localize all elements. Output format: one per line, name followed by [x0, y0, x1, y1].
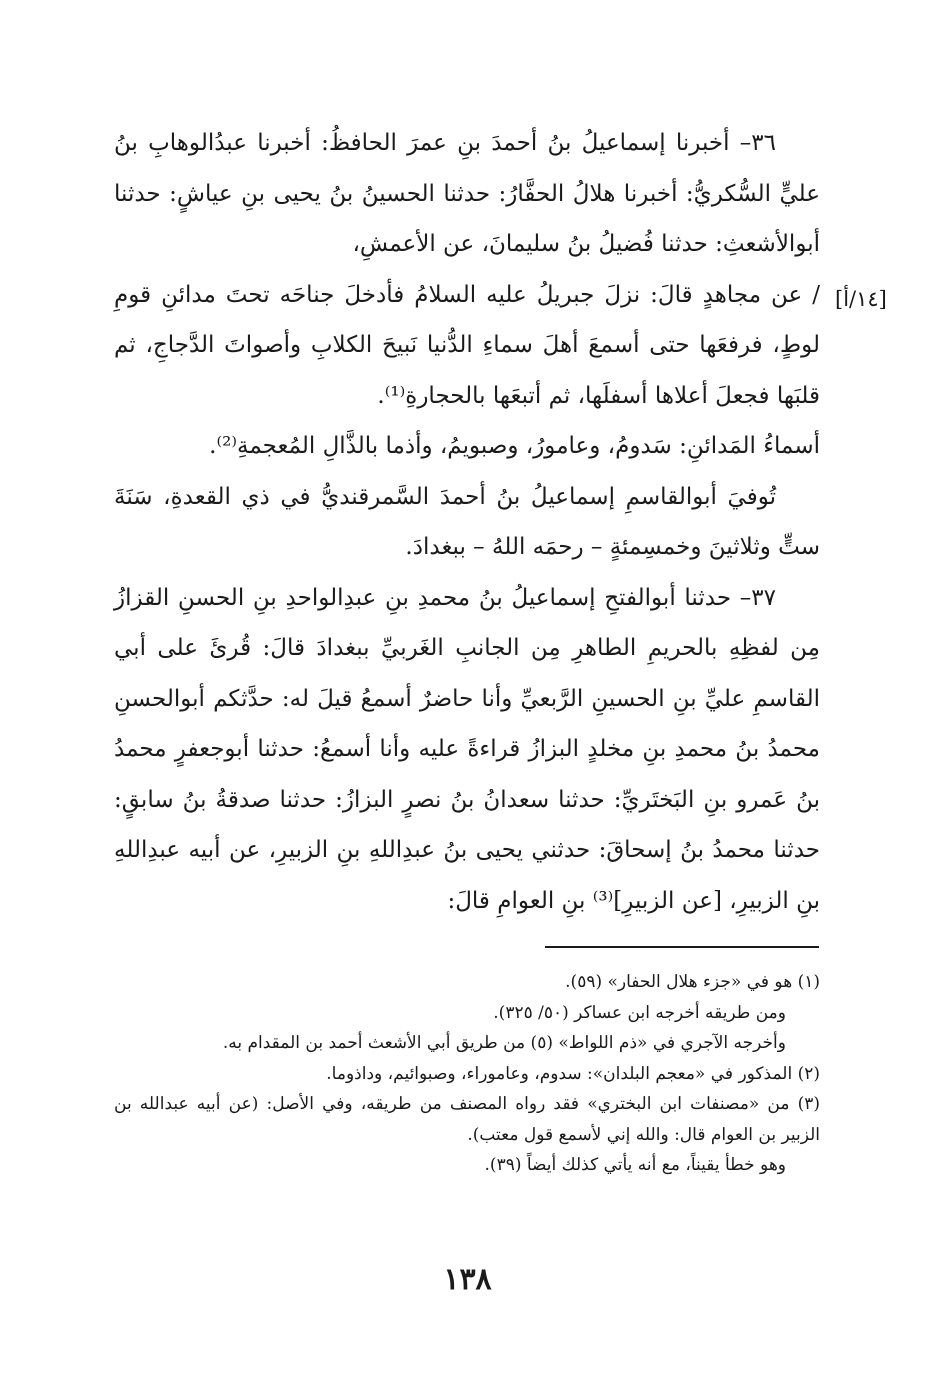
footnote-1-line-3: وأخرجه الآجري في «ذم اللواط» (٥) من طريق أبي الأشعث أحمد بن المقدام به. [222, 1033, 786, 1053]
footnote-1: (١) هو في «جزء هلال الحفار» (٥٩). [565, 972, 820, 992]
paragraph-death-note: تُوفيَ أبوالقاسمِ إسماعيلُ بنُ أحمدَ السَّمرقنديُّ في ذي القعدةِ، سَنَةَ ستٍّ وثلاثينَ وخمسِمئةٍ – رحمَه اللهُ – ببغدادَ. [114, 483, 820, 560]
footnote-1-line-2: ومن طريقه أخرجه ابن عساكر (٥٠/ ٣٢٥). [493, 1002, 786, 1023]
footnote-2: (٢) المذكور في «معجم البلدان»: سدوم، وعاموراء، وصبوائيم، وداذوما. [326, 1063, 820, 1084]
paragraph-hadith-37: ٣٧– حدثنا أبوالفتحِ إسماعيلُ بنُ محمدِ بنِ عبدِالواحدِ بنِ الحسنِ القزازُ مِن لفظِهِ بالحريمِ الطاهرِ مِن الجانبِ الغَربيِّ ببغدادَ قالَ: قُرئَ على أبي القاسمِ عليِّ بنِ الحسينِ الرَّبعيِّ وأنا حاضرٌ أسمعُ قيلَ له: حدَّثكم أبوالحسنِ محمدُ بنُ محمدِ بنِ مخلدٍ البزازُ قراءةً عليه وأنا أسمعُ: حدثنا أبوجعفرٍ محمدُ بنُ عَمرو بنِ البَختَريِّ: حدثنا سعدانُ بنُ نصرٍ البزازُ: حدثنا صدقةُ بنُ سابقٍ: حدثنا محمدُ بنُ إسحاقَ: حدثني يحيى بنُ عبدِاللهِ بنِ الزبيرِ، عن أبيه عبدِاللهِ بنِ الزبيرِ، [عن الزبيرِ]⁽³⁾ بنِ العوامِ قالَ: [114, 584, 820, 914]
main-text [114, 118, 820, 926]
footnotes [114, 967, 820, 1181]
paragraph-cities-names: أسماءُ المَدائنِ: سَدومُ، وعامورُ، وصبويمُ، وأذما بالذَّالِ المُعجمةِ⁽²⁾. [209, 433, 820, 459]
paragraph-hadith-36: ٣٦– أخبرنا إسماعيلُ بنُ أحمدَ بنِ عمرَ الحافظُ: أخبرنا عبدُالوهابِ بنُ عليٍّ السُّكريُّ: أخبرنا هلالُ الحفَّارُ: حدثنا الحسينُ بنُ يحيى بنِ عياشٍ: حدثنا أبوالأشعثِ: حدثنا فُضيلُ بنُ سليمانَ، عن الأعمشِ، [114, 130, 820, 257]
footnote-3: (٣) من «مصنفات ابن البختري» فقد رواه المصنف من طريقه، وفي الأصل: (عن أبيه عبدالله بن الزبير بن العوام قال: والله إني لأسمع قول معتب). [114, 1094, 820, 1145]
paragraph-mujahid: / عن مجاهدٍ قالَ: نزلَ جبريلُ عليه السلامُ فأدخلَ جناحَه تحتَ مدائنِ قومِ لوطٍ، فرفعَها حتى أسمعَ أهلَ سماءِ الدُّنيا نَبيحَ الكلابِ وأصواتَ الدَّجاجِ، ثم قلبَها فجعلَ أعلاها أسفلَها، ثم أتبعَها بالحجارةِ⁽¹⁾. [114, 281, 820, 409]
manuscript-folio-marker: [١٤/أ] [835, 287, 887, 311]
page-number: ١٣٨ [443, 1262, 492, 1297]
footnote-divider [545, 946, 819, 948]
footnote-3-line-2: وهو خطأ يقيناً، مع أنه يأتي كذلك أيضاً (٣٩). [484, 1155, 786, 1175]
